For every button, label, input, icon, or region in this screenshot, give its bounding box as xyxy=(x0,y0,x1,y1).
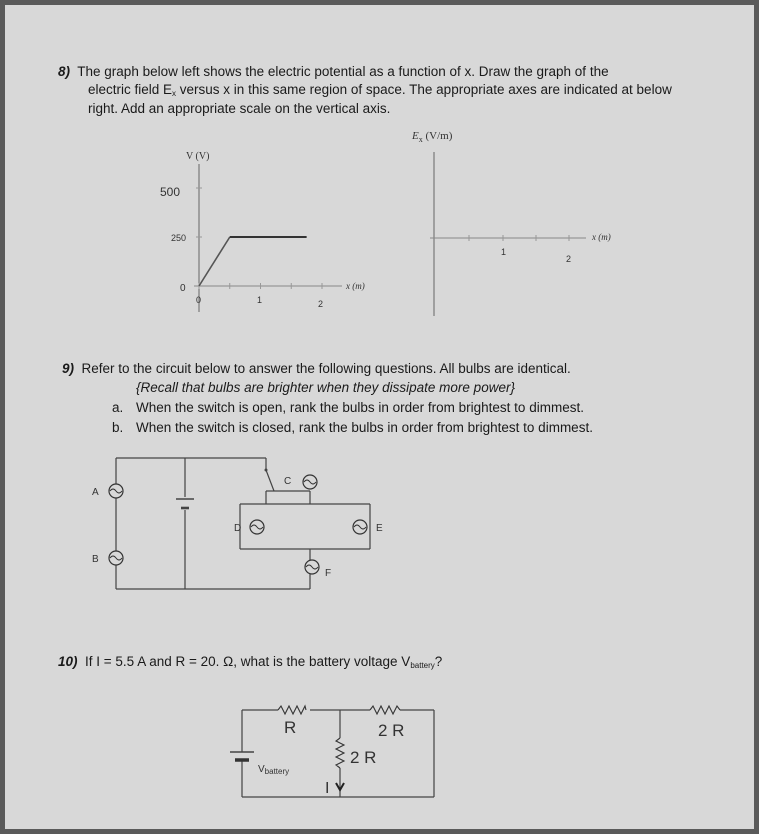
q10-text-a: If I = 5.5 A and R = 20. Ω, what is the battery voltage V xyxy=(85,654,411,669)
bulb-f-label: F xyxy=(325,568,332,579)
circuit2-wires xyxy=(242,710,434,797)
q9-number: 9) xyxy=(62,361,75,376)
label-vbattery: $V_{battery}$ xyxy=(258,764,290,776)
label-2r-top: 2 R xyxy=(378,721,405,740)
resistor-2r-vertical xyxy=(336,738,344,768)
q8-line2-sub: x xyxy=(172,89,177,98)
x-axis-label-right: x (m) xyxy=(592,232,611,242)
q10-text-b: ? xyxy=(434,654,443,669)
label-current: I xyxy=(325,780,330,797)
label-2r-vertical: 2 R xyxy=(350,748,377,767)
v-axis-label: V (V) xyxy=(186,151,210,162)
q10-text-sub: battery xyxy=(410,661,435,670)
resistor-2r-top xyxy=(370,706,400,714)
q8-text-line1: The graph below left shows the electric potential as a function of x. Draw the graph of the xyxy=(77,64,609,79)
q9-note: {Recall that bulbs are brighter when they dissipate more power} xyxy=(136,380,515,395)
q9-item-b-marker: b. xyxy=(112,420,124,435)
right-x-tick-1: 1 xyxy=(501,247,507,257)
x-axis-label-left: x (m) xyxy=(346,281,365,291)
x-tick-2: 2 xyxy=(318,299,324,309)
y-tick-0: 0 xyxy=(180,283,186,294)
q9-item-b: When the switch is closed, rank the bulbs in order from brightest to dimmest. xyxy=(136,420,593,435)
bulb-b-label: B xyxy=(92,554,99,565)
x-tick-1: 1 xyxy=(257,295,263,305)
bulb-d-label: D xyxy=(234,523,242,534)
x-tick-0: 0 xyxy=(196,295,202,305)
battery-symbol-2 xyxy=(230,752,254,760)
bulb-c-label: C xyxy=(284,476,292,487)
y-tick-500: 500 xyxy=(160,185,181,199)
q8-line2-a: electric field E xyxy=(88,82,173,97)
label-r: R xyxy=(284,718,297,737)
y-tick-250: 250 xyxy=(171,233,187,243)
q8-line2-b: versus x in this same region of space. The appropriate axes are indicated at below xyxy=(176,82,672,97)
q8-number: 8) xyxy=(58,64,71,79)
ex-axis-label: $E_x$ (V/m) xyxy=(412,130,453,144)
q9-item-a: When the switch is open, rank the bulbs in order from brightest to dimmest. xyxy=(136,400,584,415)
bulb-e-label: E xyxy=(376,523,383,534)
bulb-a-label: A xyxy=(92,487,99,498)
q8-line3: right. Add an appropriate scale on the vertical axis. xyxy=(88,101,391,116)
q10-number: 10) xyxy=(58,654,78,669)
right-x-tick-2: 2 xyxy=(566,254,572,264)
resistor-r xyxy=(278,706,306,714)
q9-text-line1: Refer to the circuit below to answer the following questions. All bulbs are identical. xyxy=(81,361,571,376)
q9-item-a-marker: a. xyxy=(112,400,124,415)
